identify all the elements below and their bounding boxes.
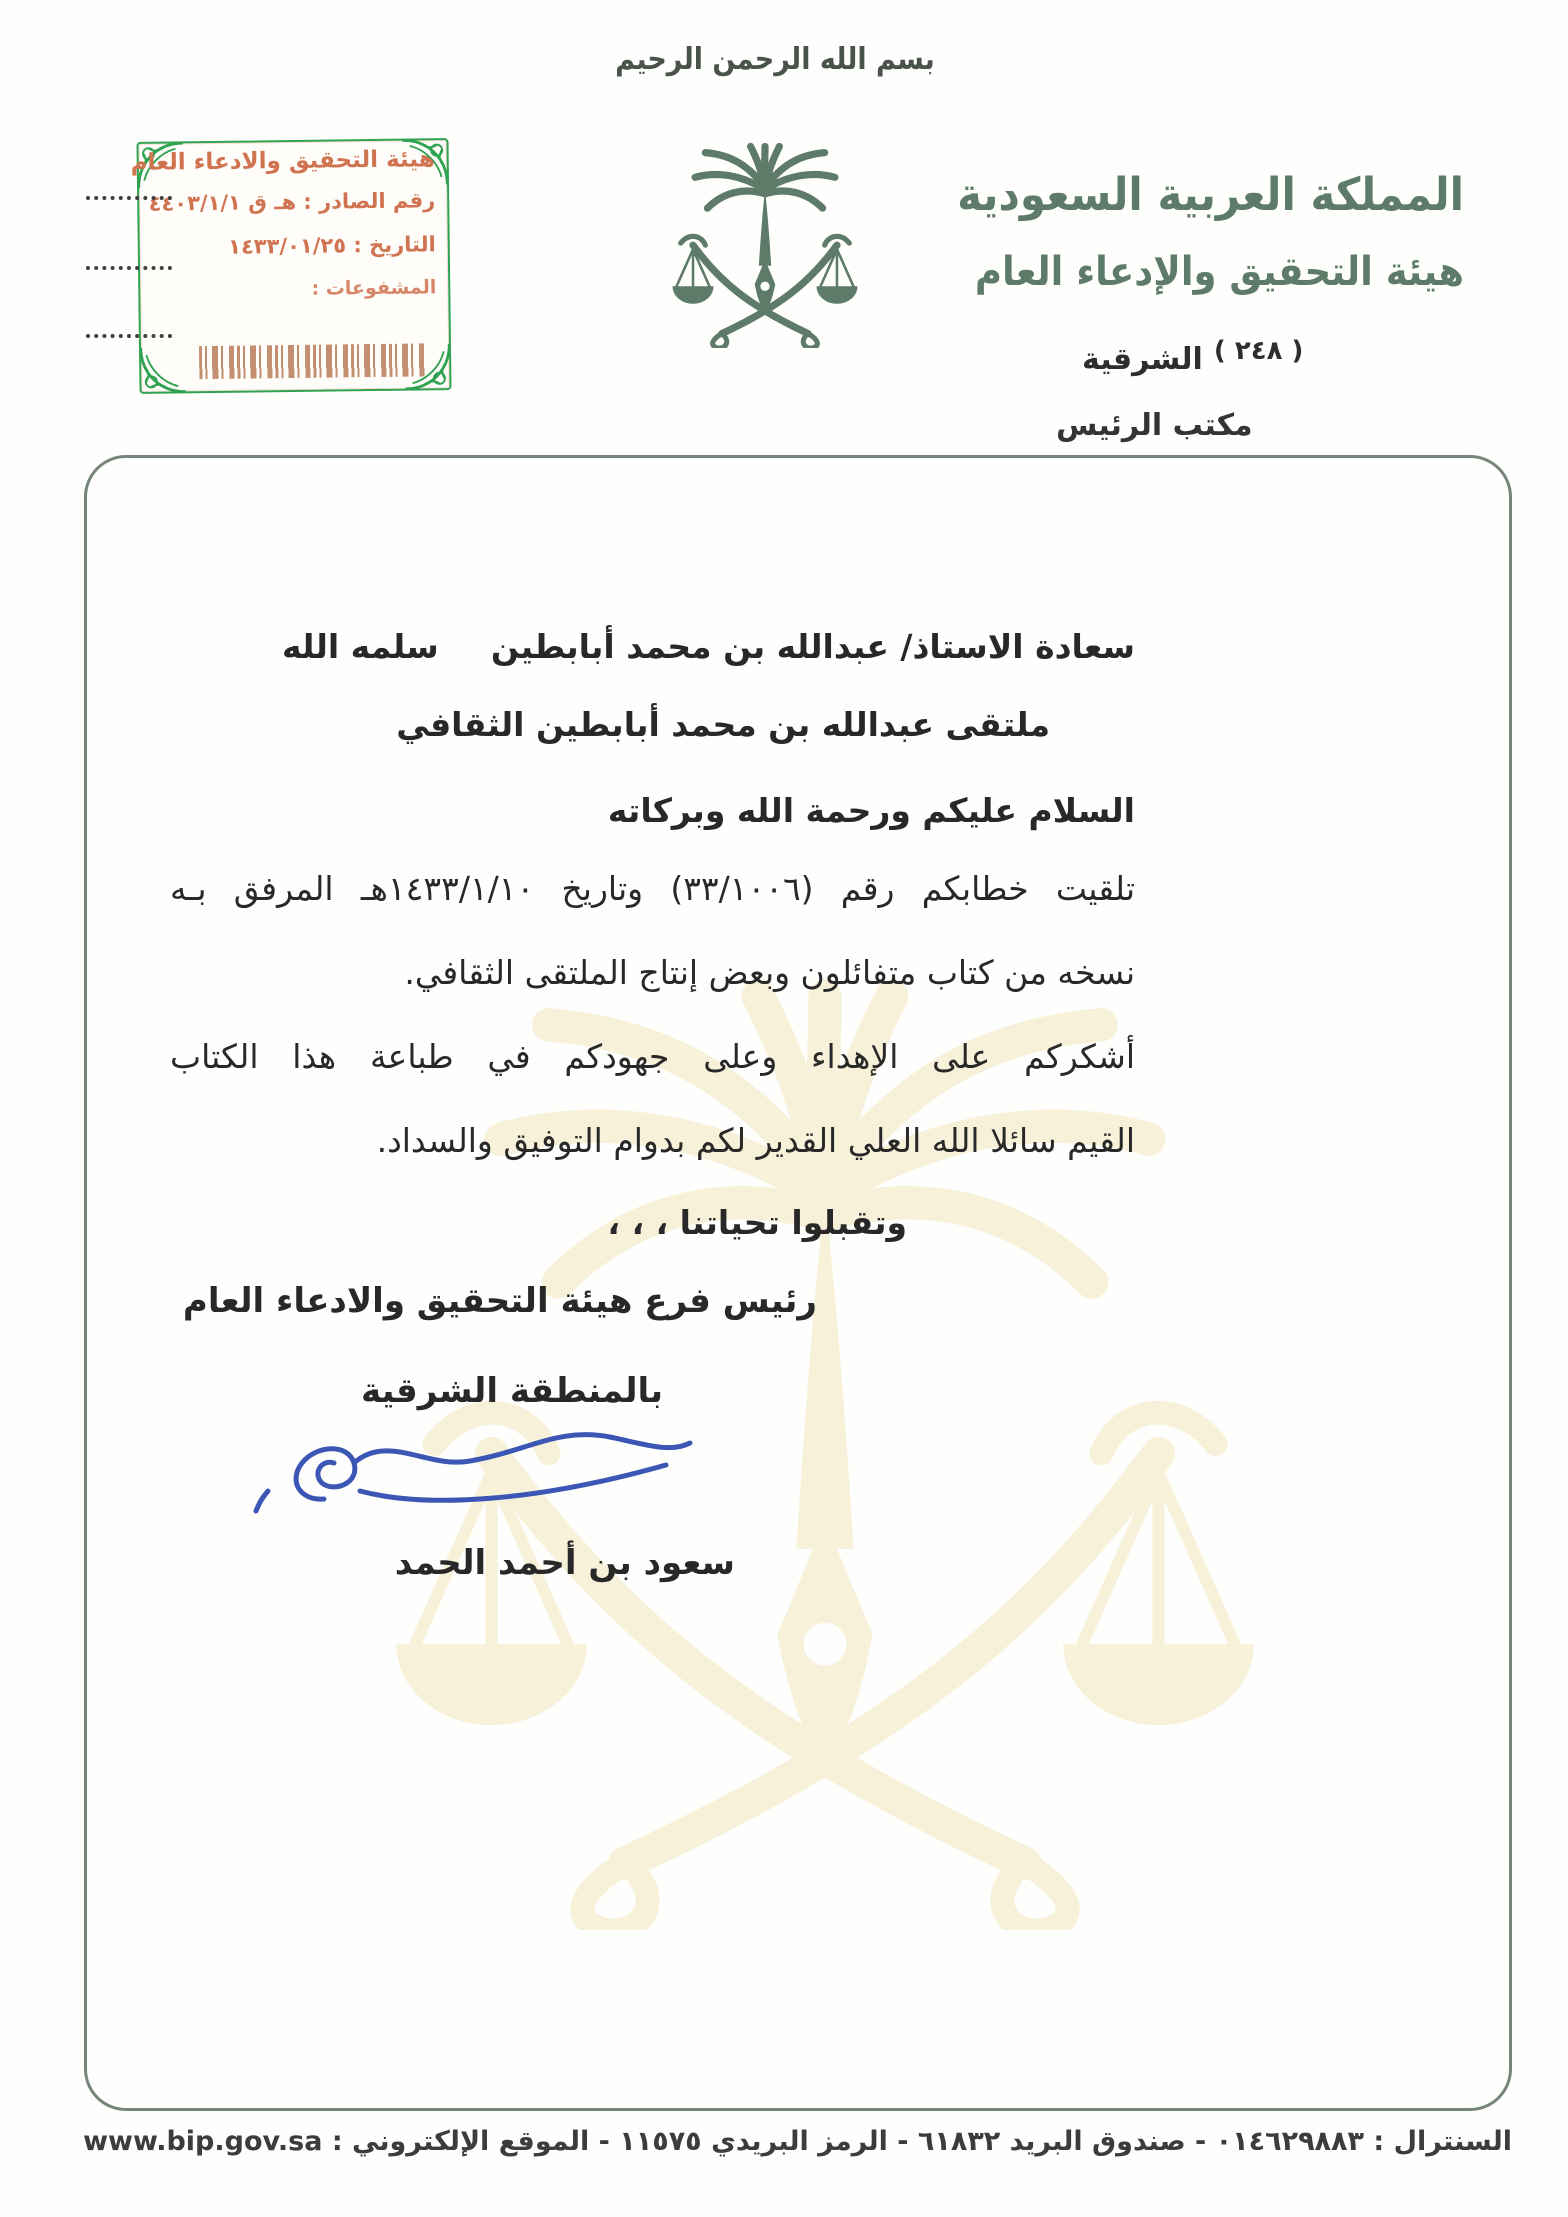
barcode: [199, 343, 425, 379]
greeting-line: السلام عليكم ورحمة الله وبركاته: [607, 791, 1135, 830]
stamp-date: التاريخ : ١٤٣٣/٠١/٢٥: [228, 232, 436, 259]
salutation: سعادة الاستاذ/ عبدالله بن محمد أبابطين: [490, 627, 1135, 666]
letter-body: [170, 455, 1135, 2105]
signer-region: بالمنطقة الشرقية: [361, 1371, 663, 1411]
header-kingdom: المملكة العربية السعودية: [957, 168, 1464, 221]
salutation-suffix: سلمه الله: [282, 627, 439, 666]
signer-title: رئيس فرع هيئة التحقيق والادعاء العام: [182, 1281, 817, 1321]
recipient-line: ملتقى عبدالله بن محمد أبابطين الثقافي: [396, 705, 1050, 744]
closing-line: وتقبلوا تحياتنا ، ، ،: [607, 1203, 907, 1242]
body-line: نسخه من كتاب متفائلون وبعض إنتاج الملتقى الثقافي.: [404, 953, 1135, 992]
fold-mark: [86, 334, 172, 338]
stamp-corner-flourish-icon: [137, 343, 190, 396]
header-branch: [1082, 336, 1303, 377]
branch-number: ( ٢٤٨ ): [1213, 336, 1304, 366]
fold-mark: [86, 266, 172, 270]
body-line: القيم سائلا الله العلي القدير لكم بدوام التوفيق والسداد.: [376, 1121, 1135, 1160]
stamp-title: هيئة التحقيق والادعاء العام: [130, 146, 435, 176]
branch-region: الشرقية: [1082, 342, 1203, 377]
salutation-row: [170, 627, 1135, 666]
signer-name: سعود بن أحمد الحمد: [394, 1543, 735, 1583]
stamp-attachments-label: المشفوعات :: [311, 276, 437, 300]
body-line: تلقيت خطابكم رقم (٣٣/١٠٠٦) وتاريخ ١٤٣٣/١/١٠هـ المرفق بـه: [170, 869, 1136, 908]
footer-contact: السنترال : ٠١٤٦٢٩٨٨٣ - صندوق البريد ٦١٨٣٢ - الرمز البريدي ١١٥٧٥ - الموقع الإلكتروني : www.bip.gov.sa: [83, 2126, 1512, 2157]
registration-stamp: [130, 138, 451, 394]
bismillah-calligraphy: بسم الله الرحمن الرحيم: [615, 42, 935, 77]
body-line: أشكركم على الإهداء وعلى جهودكم في طباعة هذا الكتاب: [170, 1037, 1135, 1076]
header-office: مكتب الرئيس: [1056, 408, 1253, 443]
header-bureau: هيئة التحقيق والإدعاء العام: [974, 248, 1464, 295]
stamp-outgoing-number: رقم الصادر : هـ ق ٤٤٠٣/١/١: [148, 188, 436, 216]
bip-emblem-icon: [662, 130, 868, 348]
fold-mark: [86, 196, 172, 200]
signature-icon: [228, 1403, 708, 1563]
